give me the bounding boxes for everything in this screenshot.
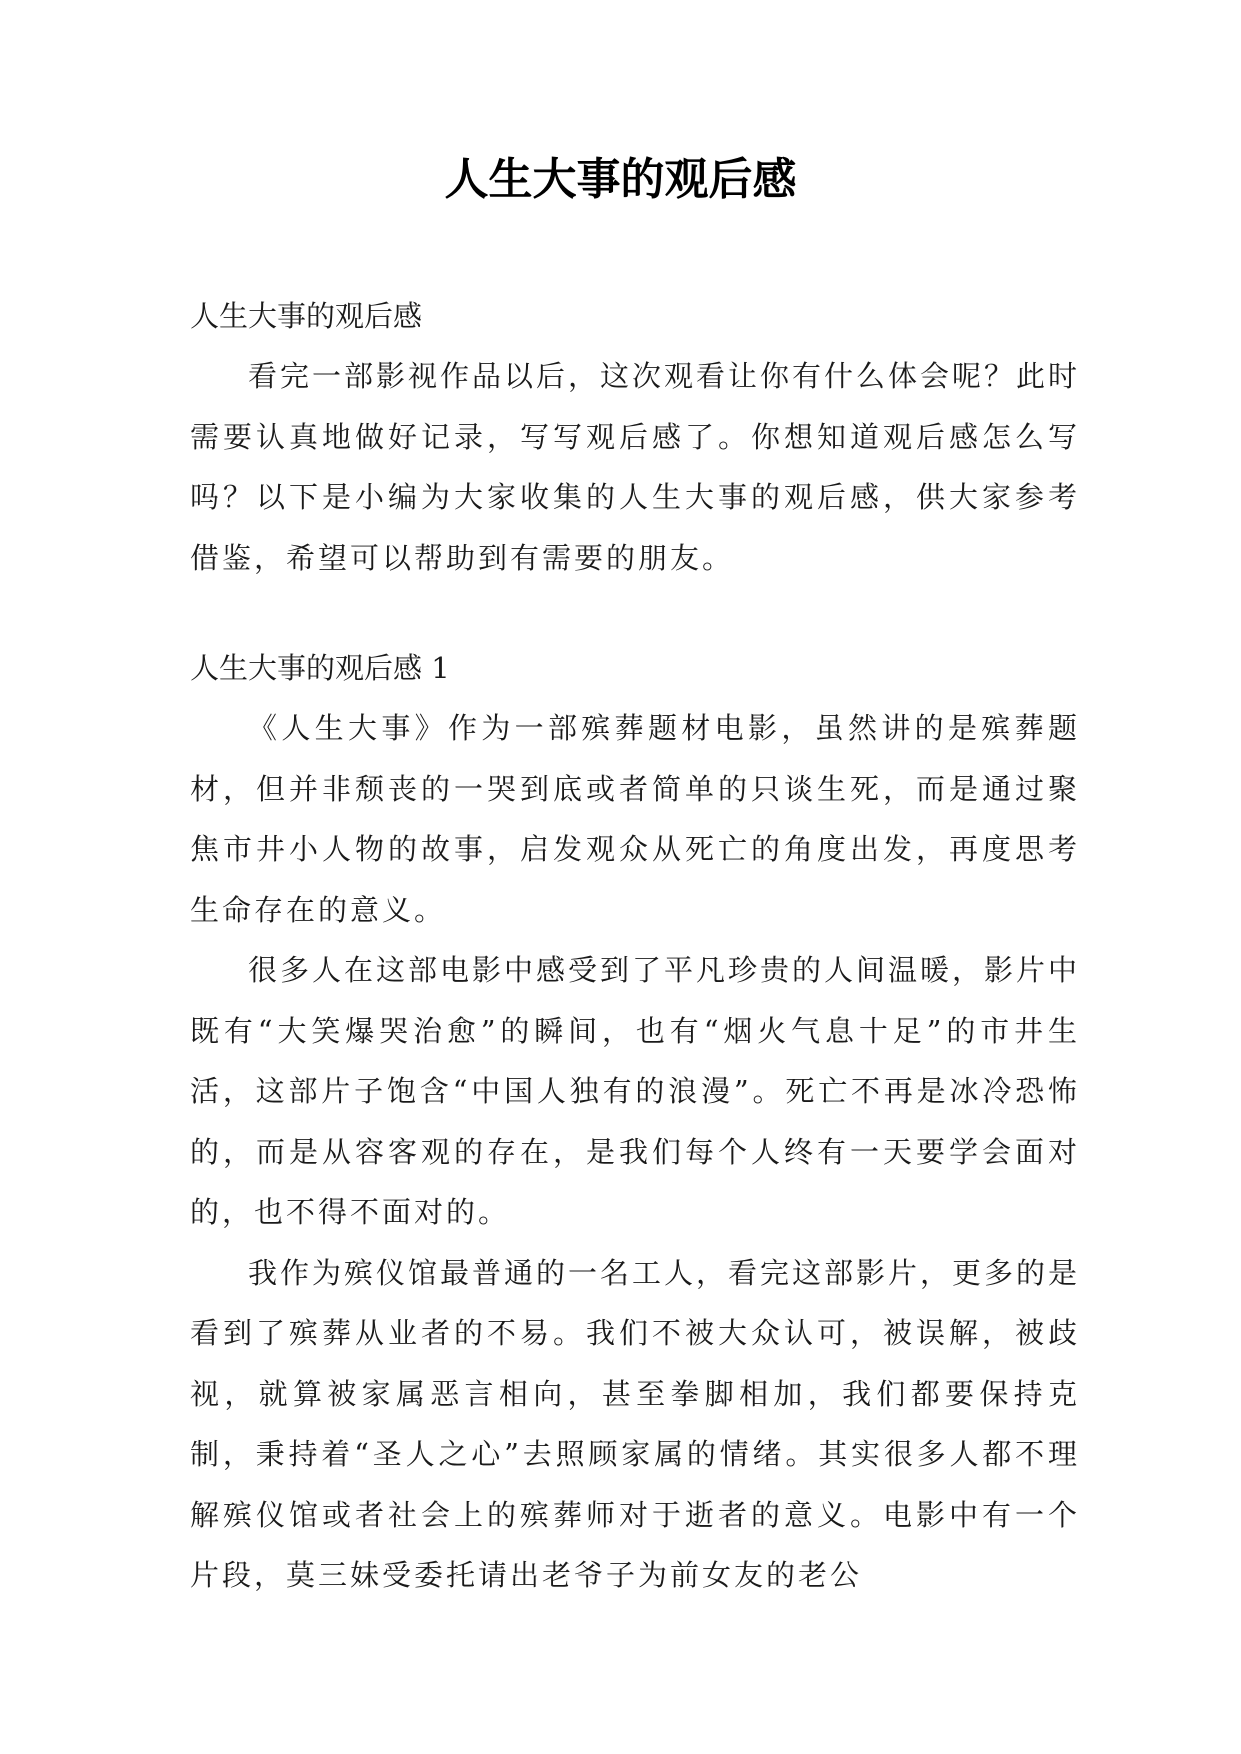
document-title: 人生大事的观后感 (444, 154, 797, 205)
intro-heading: 人生大事的观后感 (190, 299, 423, 333)
intro-paragraph: 看完一部影视作品以后，这次观看让你有什么体会呢？此时需要认真地做好记录，写写观后感了。你想知道观后感怎么写吗？以下是小编为大家收集的人生大事的观后感，供大家参考借鉴，希望可以帮助到有需要的朋友。 (190, 359, 1081, 575)
section-1-heading: 人生大事的观后感 1 (190, 651, 450, 685)
intro-section (190, 286, 1080, 588)
section-1-paragraph-3: 我作为殡仪馆最普通的一名工人，看完这部影片，更多的是看到了殡葬从业者的不易。我们不被大众认可，被误解，被歧视，就算被家属恶言相向，甚至拳脚相加，我们都要保持克制，秉持着“圣人之心”去照顾家属的情绪。其实很多人都不理解殡仪馆或者社会上的殡葬师对于逝者的意义。电影中有一个片段，莫三妹受委托请出老爷子为前女友的老公 (190, 1255, 1081, 1592)
section-1-paragraph-2: 很多人在这部电影中感受到了平凡珍贵的人间温暖，影片中既有“大笑爆哭治愈”的瞬间，也有“烟火气息十足”的市井生活，这部片子饱含“中国人独有的浪漫”。死亡不再是冰冷恐怖的，而是从容客观的存在，是我们每个人终有一天要学会面对的，也不得不面对的。 (190, 953, 1081, 1229)
section-1-paragraph-1: 《人生大事》作为一部殡葬题材电影，虽然讲的是殡葬题材，但并非颓丧的一哭到底或者简单的只谈生死，而是通过聚焦市井小人物的故事，启发观众从死亡的角度出发，再度思考生命存在的意义。 (190, 711, 1080, 927)
section-1 (190, 638, 1080, 1606)
